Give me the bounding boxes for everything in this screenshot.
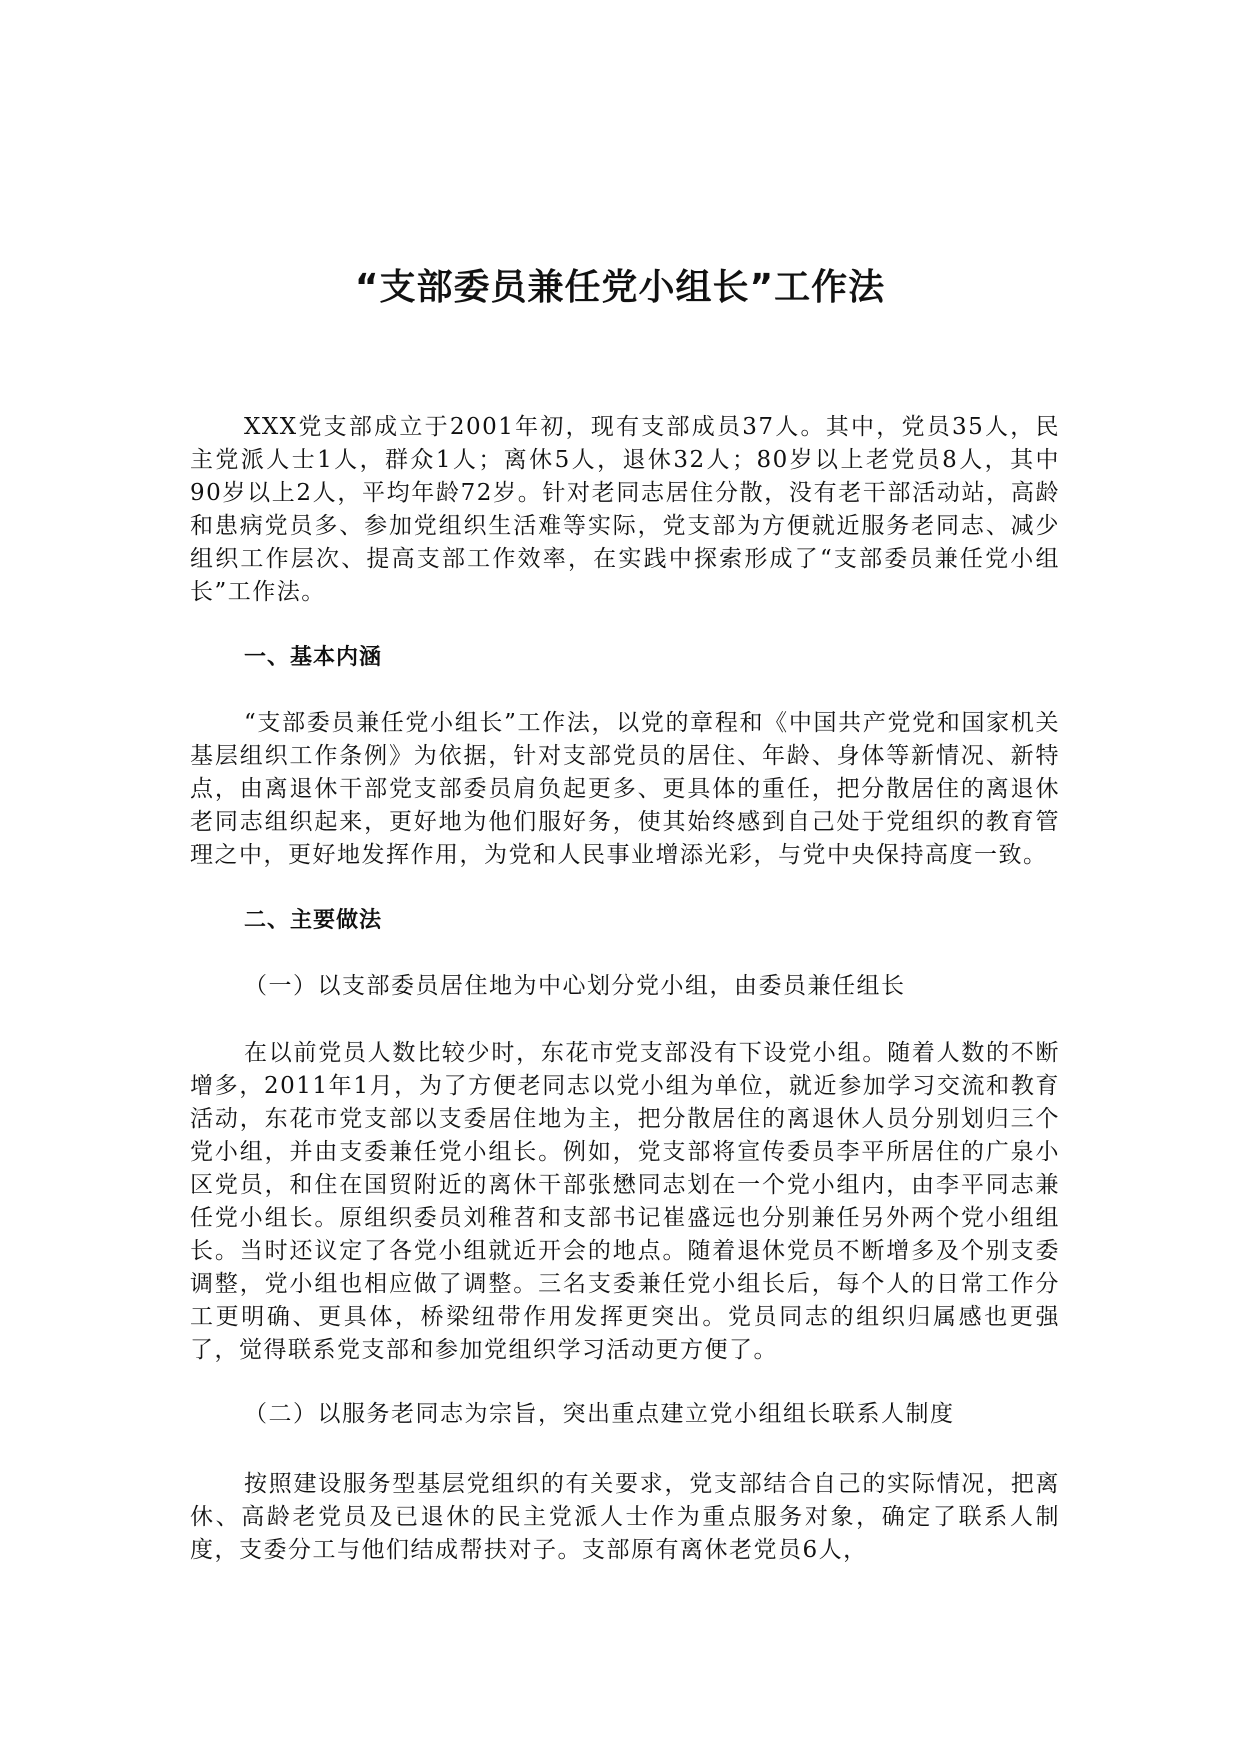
section-2-subheading-1: （一）以支部委员居住地为中心划分党小组，由委员兼任组长: [244, 973, 906, 999]
section-2-sub-2-paragraph: 按照建设服务型基层党组织的有关要求，党支部结合自己的实际情况，把离休、高龄老党员及已退休的民主党派人士作为重点服务对象，确定了联系人制度，支委分工与他们结成帮扶对子。支部原有离休老党员6人，: [190, 1471, 1060, 1563]
document-body: [190, 411, 1060, 1567]
section-1-paragraph: “支部委员兼任党小组长”工作法，以党的章程和《中国共产党党和国家机关基层组织工作条例》为依据，针对支部党员的居住、年龄、身体等新情况、新特点，由离退休干部党支部委员肩负起更多、更具体的重任，把分散居住的离退休老同志组织起来，更好地为他们服好务，使其始终感到自己处于党组织的教育管理之中，更好地发挥作用，为党和人民事业增添光彩，与党中央保持高度一致。: [190, 710, 1060, 868]
section-1-heading: 一、基本内涵: [244, 645, 383, 670]
intro-paragraph: XXX党支部成立于2001年初，现有支部成员37人。其中，党员35人，民主党派人士1人，群众1人；离休5人，退休32人；80岁以上老党员8人，其中90岁以上2人，平均年龄72岁。针对老同志居住分散，没有老干部活动站，高龄和患病党员多、参加党组织生活难等实际，党支部为方便就近服务老同志、减少组织工作层次、提高支部工作效率，在实践中探索形成了“支部委员兼任党小组长”工作法。: [190, 414, 1060, 605]
section-2-sub-1-paragraph: 在以前党员人数比较少时，东花市党支部没有下设党小组。随着人数的不断增多，2011年1月，为了方便老同志以党小组为单位，就近参加学习交流和教育活动，东花市党支部以支委居住地为主，把分散居住的离退休人员分别划归三个党小组，并由支委兼任党小组长。例如，党支部将宣传委员李平所居住的广泉小区党员，和住在国贸附近的离休干部张懋同志划在一个党小组内，由李平同志兼任党小组长。原组织委员刘稚苕和支部书记崔盛远也分别兼任另外两个党小组组长。当时还议定了各党小组就近开会的地点。随着退休党员不断增多及个别支委调整，党小组也相应做了调整。三名支委兼任党小组长后，每个人的日常工作分工更明确、更具体，桥梁纽带作用发挥更突出。党员同志的组织归属感也更强了，觉得联系党支部和参加党组织学习活动更方便了。: [190, 1040, 1060, 1363]
section-2-subheading-2: （二）以服务老同志为宗旨，突出重点建立党小组组长联系人制度: [244, 1401, 955, 1427]
section-2-heading: 二、主要做法: [244, 908, 383, 933]
document-title: “支部委员兼任党小组长”工作法: [354, 267, 886, 308]
